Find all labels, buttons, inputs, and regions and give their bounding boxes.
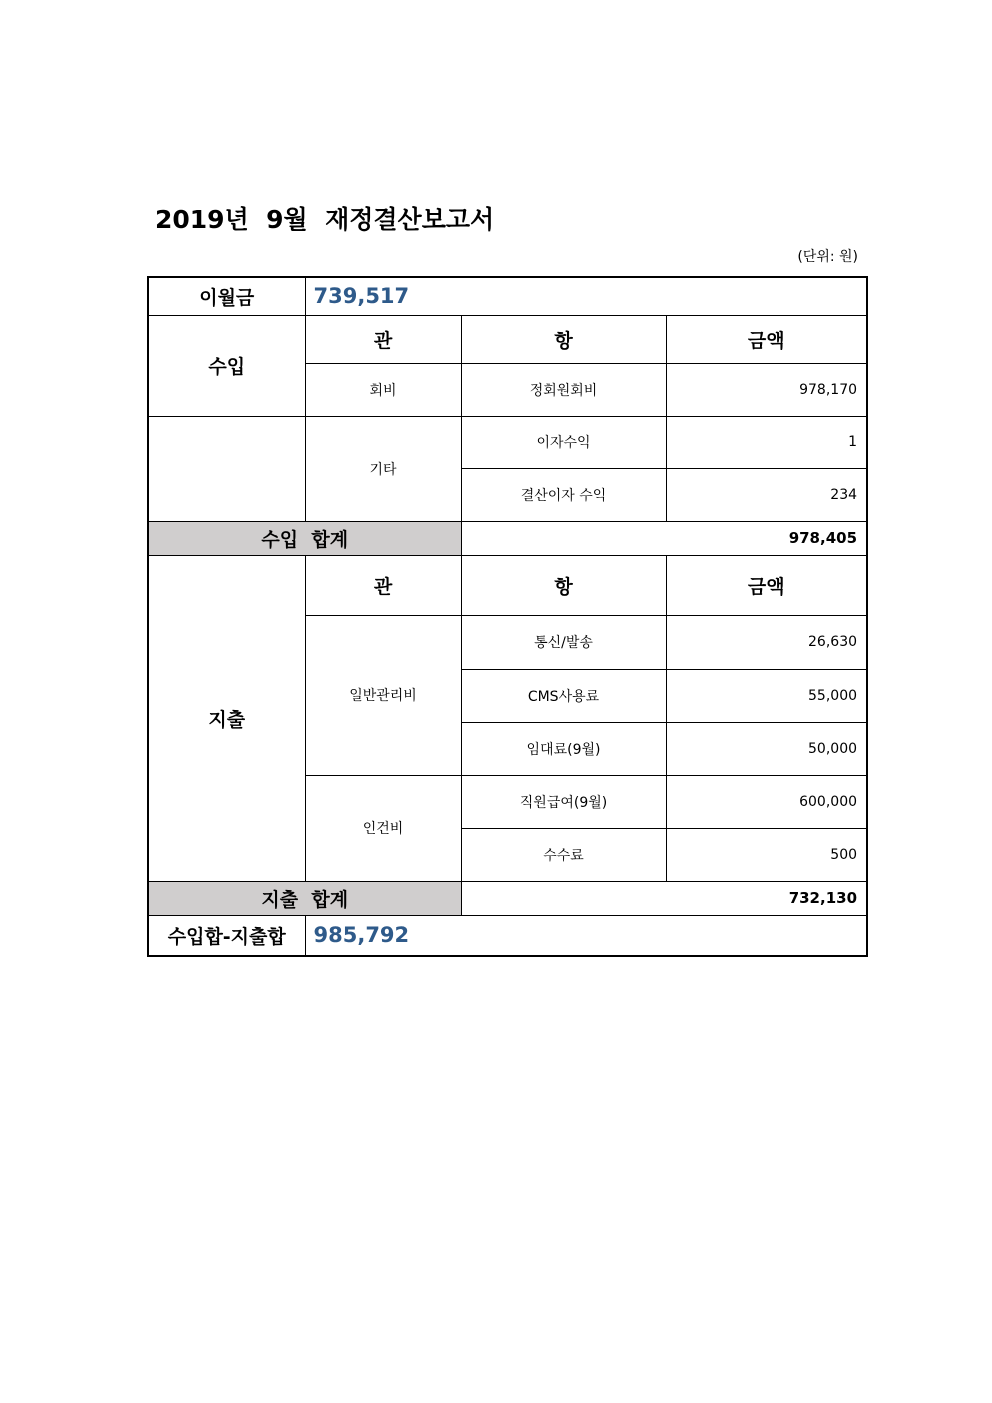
income-total-label: 수입 합계 (148, 521, 461, 555)
expense-hang: 수수료 (461, 828, 666, 881)
expense-total-label: 지출 합계 (148, 881, 461, 915)
expense-hang: 통신/발송 (461, 615, 666, 669)
expense-hang: 임대료(9월) (461, 722, 666, 775)
expense-amount: 600,000 (666, 775, 867, 828)
expense-total-row (148, 881, 867, 915)
report-title: 2019년 9월 재정결산보고서 (155, 205, 495, 234)
income-hang: 이자수익 (461, 416, 666, 468)
expense-hang: CMS사용료 (461, 669, 666, 722)
expense-header-row (148, 555, 867, 615)
expense-hang: 직원급여(9월) (461, 775, 666, 828)
income-amount: 978,170 (666, 363, 867, 416)
expense-gwan: 일반관리비 (305, 615, 461, 775)
expense-section-label: 지출 (148, 555, 305, 881)
income-total-row (148, 521, 867, 555)
expense-amount: 500 (666, 828, 867, 881)
income-header-row (148, 315, 867, 363)
income-header-hang: 항 (461, 315, 666, 363)
expense-amount: 50,000 (666, 722, 867, 775)
expense-header-amount: 금액 (666, 555, 867, 615)
expense-gwan: 인건비 (305, 775, 461, 881)
income-gwan: 회비 (305, 363, 461, 416)
income-hang: 정회원회비 (461, 363, 666, 416)
income-section-label: 수입 (148, 315, 305, 416)
carryover-value: 739,517 (305, 277, 867, 315)
unit-label: (단위: 원) (797, 249, 858, 265)
expense-amount: 55,000 (666, 669, 867, 722)
expense-header-hang: 항 (461, 555, 666, 615)
expense-header-gwan: 관 (305, 555, 461, 615)
expense-amount: 26,630 (666, 615, 867, 669)
income-header-amount: 금액 (666, 315, 867, 363)
balance-value: 985,792 (305, 915, 867, 956)
carryover-row (148, 277, 867, 315)
carryover-label: 이월금 (148, 277, 305, 315)
income-amount: 1 (666, 416, 867, 468)
balance-label: 수입합-지출합 (148, 915, 305, 956)
finance-report-table (147, 276, 868, 957)
income-amount: 234 (666, 468, 867, 521)
income-gwan: 기타 (305, 416, 461, 521)
income-row (148, 416, 867, 468)
income-blank-cell (148, 416, 305, 521)
income-hang: 결산이자 수익 (461, 468, 666, 521)
income-header-gwan: 관 (305, 315, 461, 363)
balance-row (148, 915, 867, 956)
expense-total-value: 732,130 (461, 881, 867, 915)
income-total-value: 978,405 (461, 521, 867, 555)
